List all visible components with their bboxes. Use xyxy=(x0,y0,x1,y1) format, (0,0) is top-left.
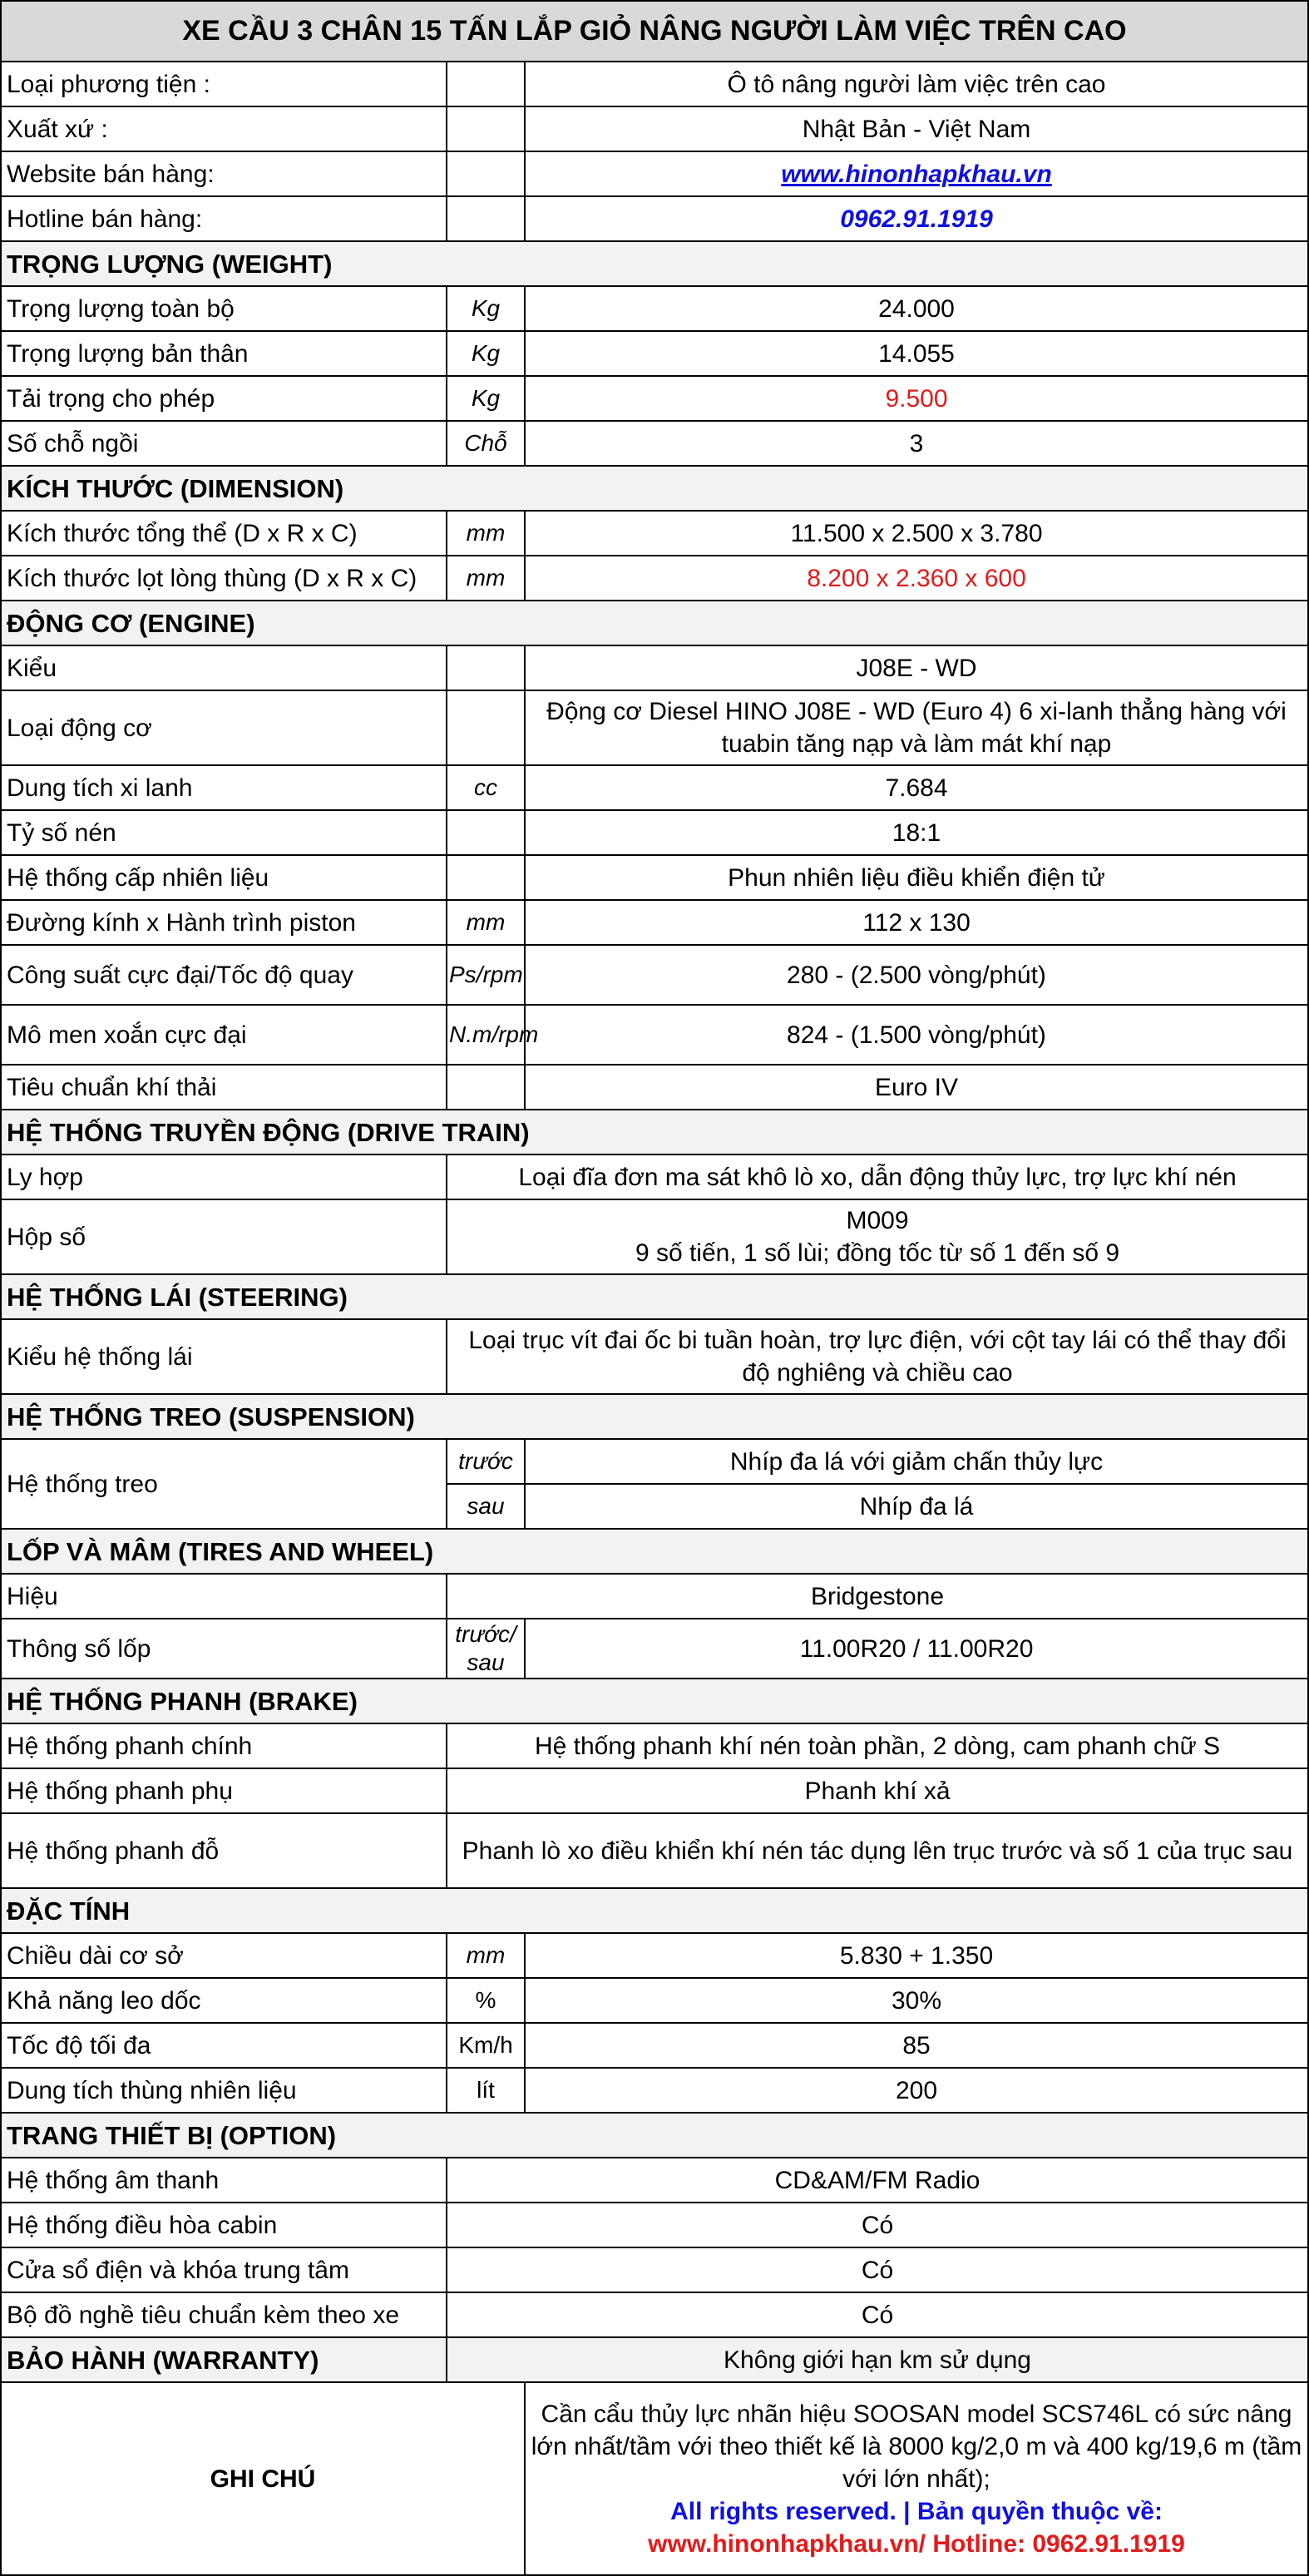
spec-label: Cửa sổ điện và khóa trung tâm xyxy=(1,2247,447,2292)
spec-label: Kích thước tổng thể (D x R x C) xyxy=(1,511,447,556)
spec-label: Hệ thống phanh chính xyxy=(1,1723,447,1768)
spec-unit: trước/ sau xyxy=(447,1619,525,1679)
spec-label: Hiệu xyxy=(1,1574,447,1619)
section-header-drivetrain: HỆ THỐNG TRUYỀN ĐỘNG (DRIVE TRAIN) xyxy=(1,1110,1308,1155)
section-row xyxy=(1,2113,1308,2158)
contact-text[interactable]: www.hinonhapkhau.vn/ Hotline: 0962.91.1919 xyxy=(648,2529,1185,2558)
section-row xyxy=(1,466,1308,511)
spec-unit xyxy=(447,690,525,765)
spec-unit: mm xyxy=(447,556,525,601)
spec-row xyxy=(1,376,1308,421)
spec-unit: Kg xyxy=(447,376,525,421)
spec-row xyxy=(1,106,1308,151)
spec-unit: mm xyxy=(447,1933,525,1978)
spec-row xyxy=(1,690,1308,765)
spec-label: Trọng lượng toàn bộ xyxy=(1,286,447,331)
spec-value-highlight: 8.200 x 2.360 x 600 xyxy=(525,556,1308,601)
gearbox-value xyxy=(447,1199,1308,1274)
spec-label: Dung tích xi lanh xyxy=(1,765,447,810)
note-content xyxy=(525,2382,1308,2575)
spec-label: Tiêu chuẩn khí thải xyxy=(1,1065,447,1110)
spec-row xyxy=(1,810,1308,855)
spec-value: 24.000 xyxy=(525,286,1308,331)
spec-label: Hotline bán hàng: xyxy=(1,196,447,241)
note-text: Cần cẩu thủy lực nhãn hiệu SOOSAN model SCS746L có sức nâng lớn nhất/tầm với theo thiết kế là 8000 kg/2,0 m và 400 kg/19,6 m (tầm với lớn nhất); xyxy=(531,2400,1302,2493)
spec-row xyxy=(1,645,1308,690)
section-header-suspension: HỆ THỐNG TREO (SUSPENSION) xyxy=(1,1394,1308,1439)
spec-row xyxy=(1,2068,1308,2113)
spec-unit xyxy=(447,196,525,241)
spec-value: 112 x 130 xyxy=(525,900,1308,945)
spec-row xyxy=(1,421,1308,466)
spec-value: CD&AM/FM Radio xyxy=(447,2158,1308,2203)
spec-row xyxy=(1,2292,1308,2337)
spec-value-highlight: 9.500 xyxy=(525,376,1308,421)
spec-unit: mm xyxy=(447,900,525,945)
spec-value: 7.684 xyxy=(525,765,1308,810)
spec-unit: Ps/rpm xyxy=(447,945,525,1005)
section-row xyxy=(1,1888,1308,1933)
spec-unit: % xyxy=(447,1978,525,2023)
rights-text: All rights reserved. | Bản quyền thuộc về: xyxy=(670,2497,1163,2525)
spec-row xyxy=(1,1439,1308,1484)
spec-label: Bộ đồ nghề tiêu chuẩn kèm theo xe xyxy=(1,2292,447,2337)
spec-label: Chiều dài cơ sở xyxy=(1,1933,447,1978)
note-label: GHI CHÚ xyxy=(1,2382,525,2575)
spec-row xyxy=(1,62,1308,106)
website-cell xyxy=(525,151,1308,196)
spec-label: Website bán hàng: xyxy=(1,151,447,196)
spec-row xyxy=(1,855,1308,900)
spec-unit xyxy=(447,645,525,690)
spec-label: Trọng lượng bản thân xyxy=(1,331,447,376)
spec-label: Loại động cơ xyxy=(1,690,447,765)
spec-value: 824 - (1.500 vòng/phút) xyxy=(525,1005,1308,1065)
section-header-warranty: BẢO HÀNH (WARRANTY) xyxy=(1,2337,447,2382)
section-header-brake: HỆ THỐNG PHANH (BRAKE) xyxy=(1,1679,1308,1723)
spec-label: Kích thước lọt lòng thùng (D x R x C) xyxy=(1,556,447,601)
spec-row xyxy=(1,151,1308,196)
spec-value: Phanh khí xả xyxy=(447,1768,1308,1813)
website-link[interactable]: www.hinonhapkhau.vn xyxy=(781,160,1052,188)
spec-label: Công suất cực đại/Tốc độ quay xyxy=(1,945,447,1005)
spec-unit: Km/h xyxy=(447,2023,525,2068)
section-row xyxy=(1,1529,1308,1574)
spec-label: Hệ thống cấp nhiên liệu xyxy=(1,855,447,900)
title-row xyxy=(1,1,1308,62)
spec-label: Tốc độ tối đa xyxy=(1,2023,447,2068)
spec-label: Hệ thống phanh phụ xyxy=(1,1768,447,1813)
spec-value: Hệ thống phanh khí nén toàn phần, 2 dòng, cam phanh chữ S xyxy=(447,1723,1308,1768)
warranty-value: Không giới hạn km sử dụng xyxy=(447,2337,1308,2382)
spec-value: 11.500 x 2.500 x 3.780 xyxy=(525,511,1308,556)
hotline-cell xyxy=(525,196,1308,241)
spec-row xyxy=(1,1723,1308,1768)
spec-unit: Kg xyxy=(447,331,525,376)
section-row xyxy=(1,1679,1308,1723)
section-header-options: TRANG THIẾT BỊ (OPTION) xyxy=(1,2113,1308,2158)
spec-label: Tỷ số nén xyxy=(1,810,447,855)
spec-unit xyxy=(447,62,525,106)
spec-row xyxy=(1,286,1308,331)
spec-label: Loại phương tiện : xyxy=(1,62,447,106)
spec-unit: cc xyxy=(447,765,525,810)
spec-row xyxy=(1,2203,1308,2247)
spec-value: 280 - (2.500 vòng/phút) xyxy=(525,945,1308,1005)
spec-label: Mô men xoắn cực đại xyxy=(1,1005,447,1065)
spec-row xyxy=(1,1813,1308,1888)
spec-row xyxy=(1,1199,1308,1274)
spec-label: Kiểu xyxy=(1,645,447,690)
spec-row xyxy=(1,1933,1308,1978)
page-title: XE CẦU 3 CHÂN 15 TẤN LẮP GIỎ NÂNG NGƯỜI LÀM VIỆC TRÊN CAO xyxy=(1,1,1308,62)
spec-value: Loại đĩa đơn ma sát khô lò xo, dẫn động thủy lực, trợ lực khí nén xyxy=(447,1155,1308,1199)
spec-row xyxy=(1,556,1308,601)
spec-value: Nhật Bản - Việt Nam xyxy=(525,106,1308,151)
spec-row xyxy=(1,900,1308,945)
spec-label: Dung tích thùng nhiên liệu xyxy=(1,2068,447,2113)
spec-value: Nhíp đa lá xyxy=(525,1484,1308,1529)
spec-label: Hệ thống âm thanh xyxy=(1,2158,447,2203)
spec-row xyxy=(1,1978,1308,2023)
hotline-number[interactable]: 0962.91.1919 xyxy=(840,205,993,233)
spec-value: Có xyxy=(447,2203,1308,2247)
spec-label: Hộp số xyxy=(1,1199,447,1274)
spec-label: Hệ thống treo xyxy=(1,1439,447,1529)
section-row xyxy=(1,601,1308,645)
spec-value: Ô tô nâng người làm việc trên cao xyxy=(525,62,1308,106)
spec-row xyxy=(1,945,1308,1005)
spec-row xyxy=(1,1155,1308,1199)
spec-unit: N.m/rpm xyxy=(447,1005,525,1065)
spec-unit: Kg xyxy=(447,286,525,331)
spec-row xyxy=(1,1005,1308,1065)
spec-row xyxy=(1,1619,1308,1679)
spec-value: 5.830 + 1.350 xyxy=(525,1933,1308,1978)
spec-value: J08E - WD xyxy=(525,645,1308,690)
spec-row xyxy=(1,2158,1308,2203)
spec-value: 85 xyxy=(525,2023,1308,2068)
spec-unit: Chỗ xyxy=(447,421,525,466)
section-header-features: ĐẶC TÍNH xyxy=(1,1888,1308,1933)
spec-label: Xuất xứ : xyxy=(1,106,447,151)
spec-value: Loại trục vít đai ốc bi tuần hoàn, trợ lực điện, với cột tay lái có thể thay đổi độ nghiêng và chiều cao xyxy=(447,1319,1308,1394)
spec-row xyxy=(1,1065,1308,1110)
spec-value: Nhíp đa lá với giảm chấn thủy lực xyxy=(525,1439,1308,1484)
spec-row xyxy=(1,1319,1308,1394)
spec-value: 30% xyxy=(525,1978,1308,2023)
spec-row xyxy=(1,196,1308,241)
spec-label: Số chỗ ngồi xyxy=(1,421,447,466)
section-header-dimension: KÍCH THƯỚC (DIMENSION) xyxy=(1,466,1308,511)
spec-unit xyxy=(447,106,525,151)
section-row xyxy=(1,1394,1308,1439)
spec-value: Phun nhiên liệu điều khiển điện tử xyxy=(525,855,1308,900)
spec-row xyxy=(1,511,1308,556)
spec-unit: lít xyxy=(447,2068,525,2113)
section-header-weight: TRỌNG LƯỢNG (WEIGHT) xyxy=(1,241,1308,286)
spec-value: Có xyxy=(447,2292,1308,2337)
spec-label: Kiểu hệ thống lái xyxy=(1,1319,447,1394)
section-header-steering: HỆ THỐNG LÁI (STEERING) xyxy=(1,1274,1308,1319)
spec-unit xyxy=(447,855,525,900)
spec-value: Phanh lò xo điều khiển khí nén tác dụng lên trục trước và số 1 của trục sau xyxy=(447,1813,1308,1888)
spec-label: Hệ thống điều hòa cabin xyxy=(1,2203,447,2247)
spec-value: 11.00R20 / 11.00R20 xyxy=(525,1619,1308,1679)
spec-row xyxy=(1,331,1308,376)
spec-row xyxy=(1,2023,1308,2068)
note-row xyxy=(1,2382,1308,2575)
spec-value: 200 xyxy=(525,2068,1308,2113)
spec-row xyxy=(1,1574,1308,1619)
section-header-tires: LỐP VÀ MÂM (TIRES AND WHEEL) xyxy=(1,1529,1308,1574)
spec-unit xyxy=(447,151,525,196)
section-row xyxy=(1,1274,1308,1319)
spec-value: Bridgestone xyxy=(447,1574,1308,1619)
spec-row xyxy=(1,2247,1308,2292)
spec-unit: trước xyxy=(447,1439,525,1484)
spec-row xyxy=(1,765,1308,810)
spec-unit: mm xyxy=(447,511,525,556)
spec-value: 18:1 xyxy=(525,810,1308,855)
gearbox-model: M009 xyxy=(846,1207,909,1234)
section-header-engine: ĐỘNG CƠ (ENGINE) xyxy=(1,601,1308,645)
spec-value: Euro IV xyxy=(525,1065,1308,1110)
section-row xyxy=(1,1110,1308,1155)
spec-value: Động cơ Diesel HINO J08E - WD (Euro 4) 6 xi-lanh thẳng hàng với tuabin tăng nạp và làm mát khí nạp xyxy=(525,690,1308,765)
spec-value: Có xyxy=(447,2247,1308,2292)
spec-row xyxy=(1,1768,1308,1813)
spec-label: Tải trọng cho phép xyxy=(1,376,447,421)
section-row xyxy=(1,241,1308,286)
spec-label: Thông số lốp xyxy=(1,1619,447,1679)
gearbox-gears: 9 số tiến, 1 số lùi; đồng tốc từ số 1 đến số 9 xyxy=(635,1239,1120,1267)
spec-label: Ly hợp xyxy=(1,1155,447,1199)
spec-unit xyxy=(447,810,525,855)
spec-value: 3 xyxy=(525,421,1308,466)
spec-unit: sau xyxy=(447,1484,525,1529)
spec-label: Hệ thống phanh đỗ xyxy=(1,1813,447,1888)
spec-unit xyxy=(447,1065,525,1110)
spec-label: Đường kính x Hành trình piston xyxy=(1,900,447,945)
warranty-row xyxy=(1,2337,1308,2382)
spec-value: 14.055 xyxy=(525,331,1308,376)
spec-label: Khả năng leo dốc xyxy=(1,1978,447,2023)
